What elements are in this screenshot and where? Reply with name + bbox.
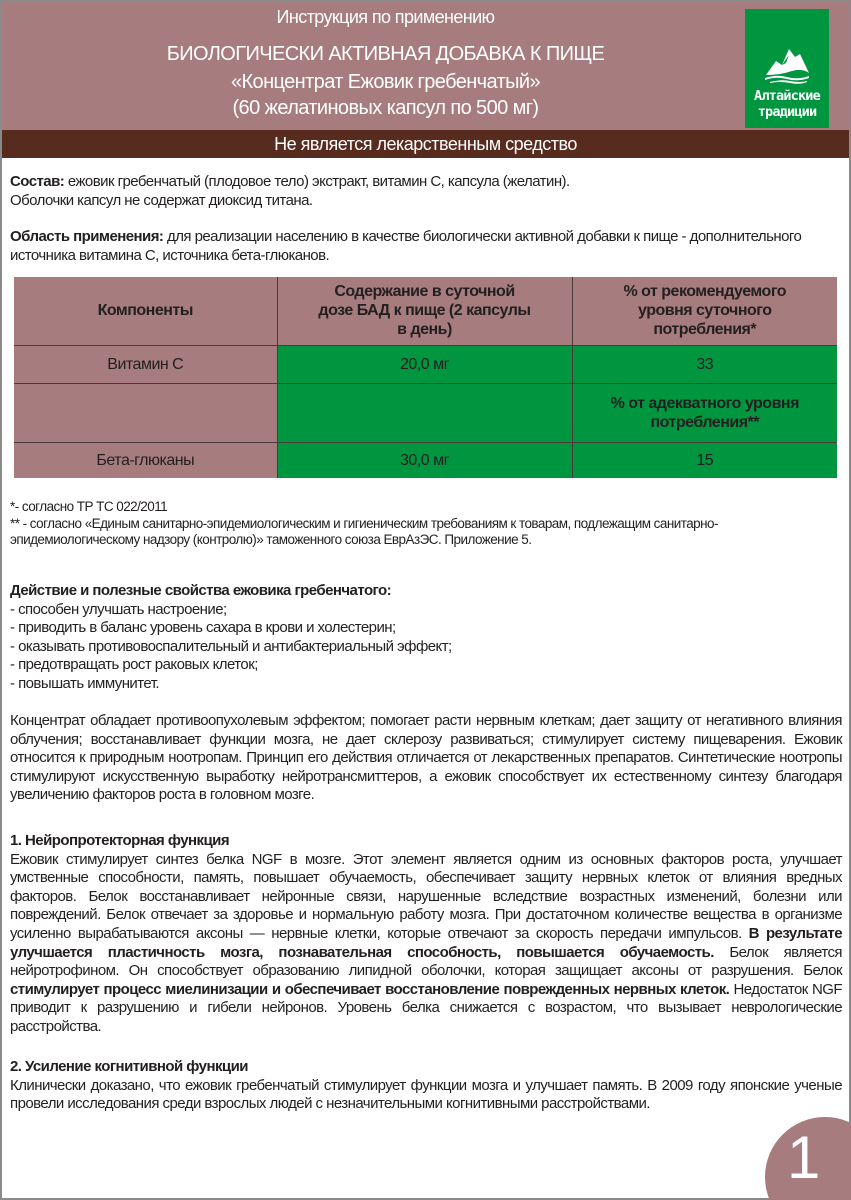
brand-logo — [745, 9, 829, 128]
section-1-highlight: В результате улучшается пластичность мозга, познавательная способность, повышается обучаемость. — [10, 924, 842, 961]
row-component: Бета-глюканы — [14, 442, 277, 478]
list-item: - способен улучшать настроение; — [10, 600, 227, 618]
composition-note: Оболочки капсул не содержат диоксид титана. — [10, 191, 313, 209]
composition-block — [10, 173, 842, 210]
section-2-text: Клинически доказано, что ежовик гребенчатый стимулирует функции мозга и улучшает память. В 2009 году японские ученые провели исследования среди взрослых людей с незначительными когнитивными расстройствами. — [10, 1076, 842, 1113]
footnotes — [10, 499, 730, 549]
list-item: - повышать иммунитет. — [10, 674, 159, 692]
table-header-row — [14, 277, 837, 345]
footnote-2: ** - согласно «Единым санитарно-эпидемиологическим и гигиеническим требованиям к товарам, подлежащим санитарно-эпидемиологическому надзору (контролю)» таможенного союза ЕврАзЭС. Приложение 5. — [10, 515, 718, 547]
list-item: - приводить в баланс уровень сахара в крови и холестерин; — [10, 619, 396, 637]
product-name: «Концентрат Ежовик гребенчатый» — [230, 71, 541, 93]
subheader-adequate-percent: % от адекватного уровня потребления** — [572, 383, 837, 442]
scope-text: для реализации населению в качестве биологически активной добавки к пище - дополнительного источника витамина С, источника бета-глюканов. — [10, 228, 802, 264]
table-row — [14, 442, 837, 478]
section-1-highlight: стимулирует процесс миелинизации и обеспечивает восстановление поврежденных нервных клеток. — [10, 980, 730, 998]
instruction-title: Инструкция по применению — [276, 7, 495, 27]
table-row — [14, 345, 837, 383]
page-number: 1 — [787, 1124, 821, 1191]
properties-title: Действие и полезные свойства ежовика гребенчатого: — [10, 582, 392, 599]
list-item: - предотвращать рост раковых клеток; — [10, 656, 258, 674]
concentrate-paragraph: Концентрат обладает противоопухолевым эффектом; помогает расти нервным клеткам; дает защиту от негативного влияния облучения; восстанавливает функции мозга, не дает склерозу развиваться; стимулирует систему пищеварения. Ежовик относится к природным ноотропам. Принцип его действия отличается от лекарственных препаратов. Синтетические ноотропы стимулируют искусственную выработку нейротрансмиттеров, а ежовик способствует их естественному синтезу благодаря увеличению факторов роста в головном мозге. — [10, 712, 842, 804]
logo-line2: традиции — [757, 104, 817, 120]
row-amount: 20,0 мг — [277, 345, 572, 383]
mountain-icon — [762, 41, 812, 85]
components-table — [14, 277, 837, 478]
properties-block — [10, 582, 842, 694]
section-1-title: 1. Нейропротекторная функция — [10, 832, 230, 849]
logo-line1: Алтайские — [754, 88, 820, 104]
section-1-text: Белок является нейротрофином. Он способствует образованию липидной оболочки, которая защищает аксоны от разрушения. Белок — [10, 943, 842, 980]
product-category: БИОЛОГИЧЕСКИ АКТИВНАЯ ДОБАВКА К ПИЩЕ — [166, 43, 605, 65]
disclaimer-band: Не является лекарственным средство — [2, 130, 849, 158]
footnote-1: *- согласно ТР ТС 022/2011 — [10, 499, 168, 514]
row-percent: 15 — [572, 442, 837, 478]
table-row — [14, 383, 837, 442]
header — [2, 2, 849, 130]
product-package: (60 желатиновых капсул по 500 мг) — [232, 97, 539, 119]
list-item: - оказывать противовоспалительный и антибактериальный эффект; — [10, 637, 452, 655]
section-1-text: Ежовик стимулирует синтез белка NGF в мозге. Этот элемент является одним из основных факторов роста, улучшает умственные способности, память, повышает обучаемость, обеспечивает защиту нервных клеток от влияния вредных факторов. Белок восстанавливает нейронные связи, нарушенные вследствие возрастных изменений, болезни или повреждений. Белок отвечает за здоровье и нормальную работу мозга. При достаточном количестве вещества в организме усиленно вырабатываются аксоны — нервные клетки, которые отвечают за скорость передачи импульсов. — [10, 850, 842, 942]
row-percent: 33 — [572, 345, 837, 383]
section-1 — [10, 832, 842, 1037]
row-component — [14, 383, 277, 442]
section-1-text: Недостаток NGF приводит к разрушению и гибели нейронов. Уровень белка снижается с возрастом, что вызывает неврологические расстройства. — [10, 980, 842, 1035]
header-components: Компоненты — [14, 277, 277, 345]
composition-text: ежовик гребенчатый (плодовое тело) экстракт, витамин С, капсула (желатин). — [64, 173, 570, 190]
header-percent: % от рекомендуемого уровня суточного потребления* — [572, 277, 837, 345]
row-amount: 30,0 мг — [277, 442, 572, 478]
composition-label: Состав: — [10, 173, 65, 190]
row-amount — [277, 383, 572, 442]
scope-label: Область применения: — [10, 228, 164, 245]
scope-block — [10, 228, 842, 265]
row-component: Витамин С — [14, 345, 277, 383]
header-amount: Содержание в суточной дозе БАД к пище (2 капсулы в день) — [277, 277, 572, 345]
section-2-title: 2. Усиление когнитивной функции — [10, 1058, 248, 1075]
section-2 — [10, 1058, 842, 1114]
